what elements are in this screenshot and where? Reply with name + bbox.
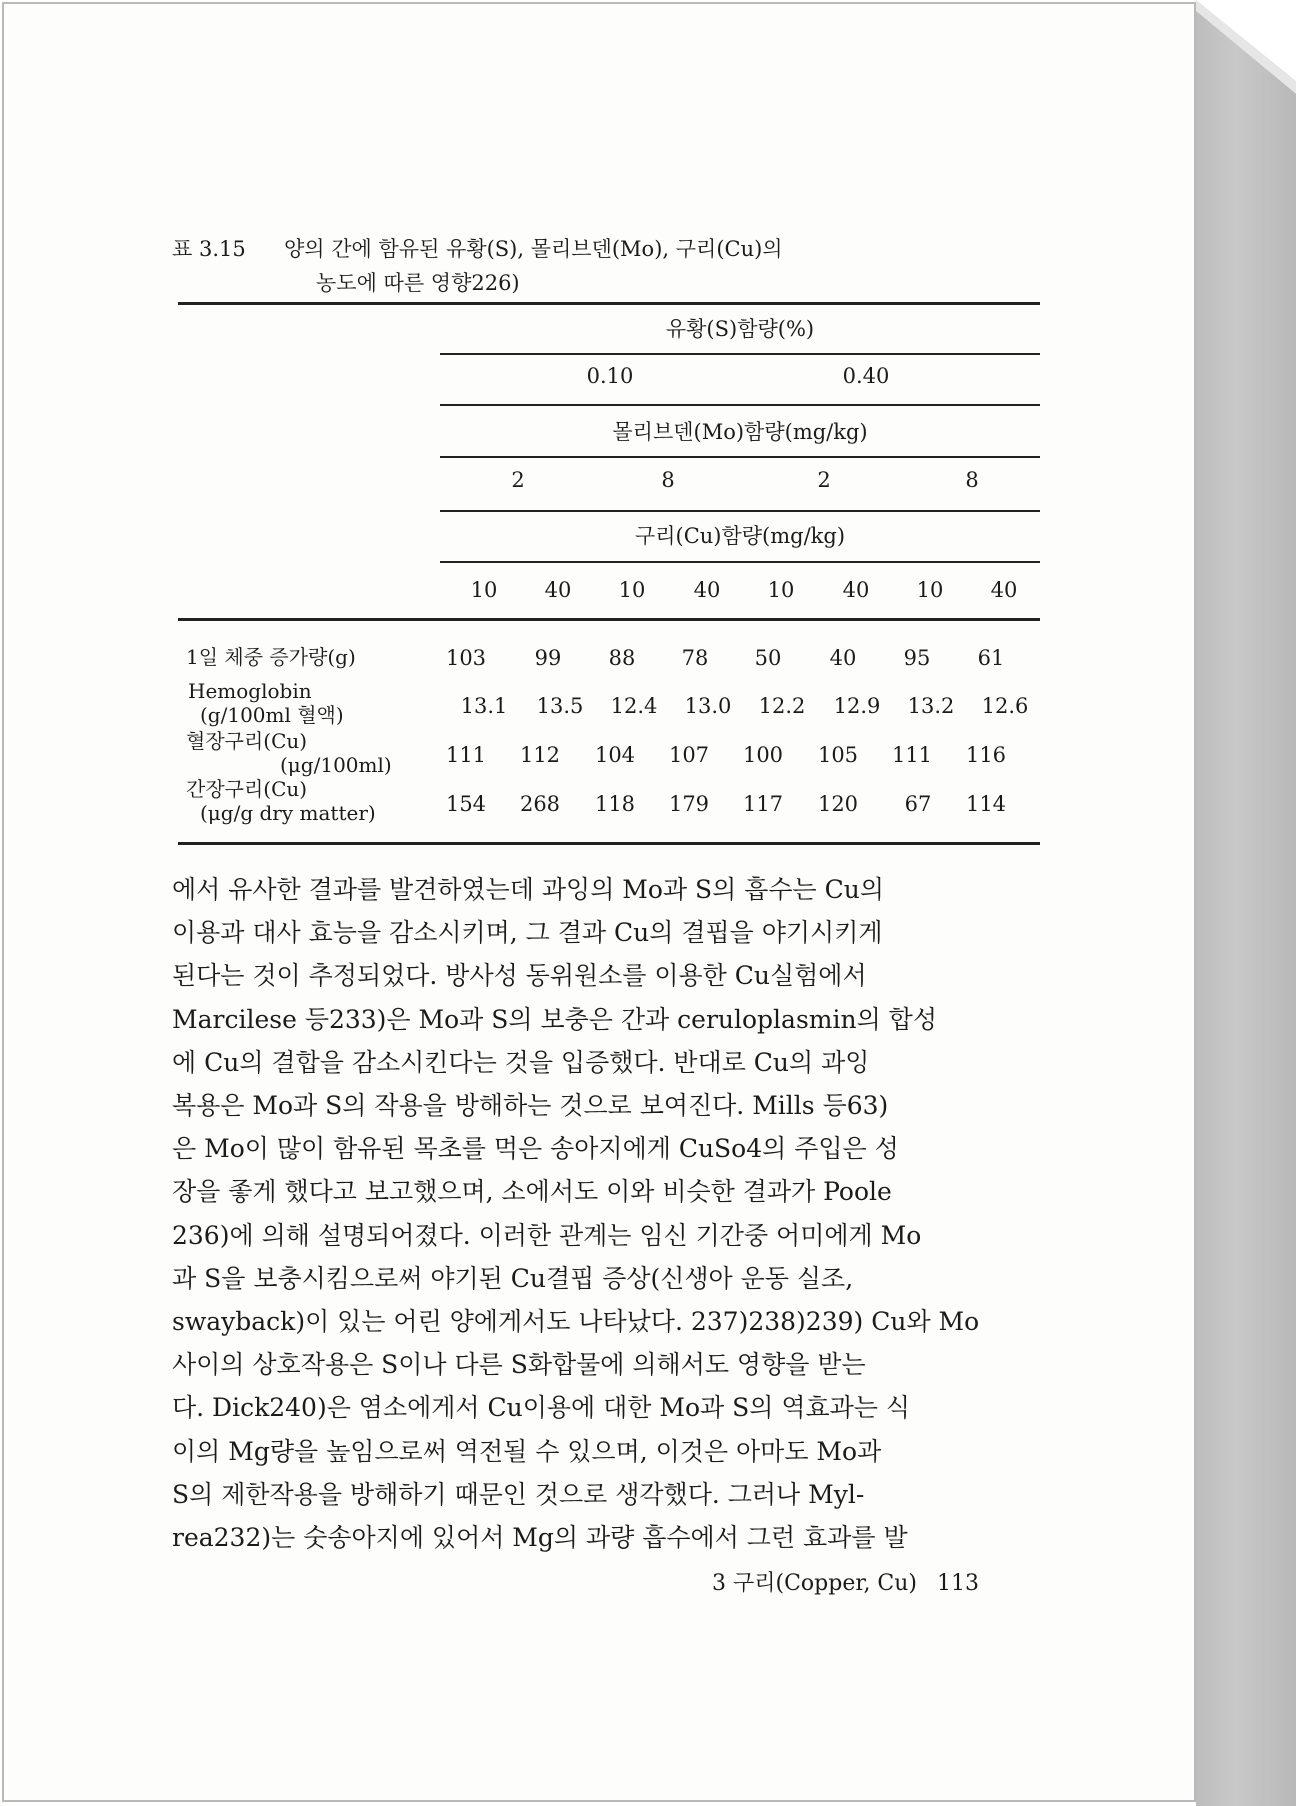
- body-line: 이의 Mg량을 높임으로써 역전될 수 있으며, 이것은 아마도 Mo과: [172, 1436, 882, 1466]
- body-line: 에 Cu의 결합을 감소시킨다는 것을 입증했다. 반대로 Cu의 과잉: [172, 1047, 870, 1077]
- table-cell: 67: [904, 792, 932, 816]
- cu-level: 10: [470, 578, 498, 602]
- table-bottom-rule: [178, 842, 1040, 845]
- table-cell: 12.6: [981, 694, 1029, 718]
- row-label: 혈장구리(Cu): [186, 729, 308, 753]
- table-cell: 116: [965, 743, 1007, 767]
- running-footer-chapter: 3 구리(Copper, Cu): [712, 1571, 918, 1596]
- table-cell: 105: [817, 743, 859, 767]
- table-cell: 61: [977, 646, 1005, 670]
- cu-level: 40: [693, 578, 721, 602]
- cu-level: 40: [544, 578, 572, 602]
- table-cell: 118: [594, 792, 636, 816]
- table-top-rule: [178, 302, 1040, 305]
- body-line: swayback)이 있는 어린 양에게서도 나타났다. 237)238)239) Cu와 Mo: [172, 1307, 980, 1337]
- mo-level-3: 2: [817, 468, 831, 492]
- row-label-unit: (μg/100ml): [280, 753, 392, 777]
- header-mo: 몰리브덴(Mo)함량(mg/kg): [612, 420, 868, 444]
- mo-level-1: 2: [511, 468, 525, 492]
- body-line: 복용은 Mo과 S의 작용을 방해하는 것으로 보여진다. Mills 등63): [172, 1091, 889, 1121]
- cu-level: 10: [767, 578, 795, 602]
- table-cell: 111: [891, 743, 933, 767]
- table-cell: 117: [742, 792, 784, 816]
- body-line: 과 S을 보충시킴으로써 야기된 Cu결핍 증상(신생아 운동 실조,: [172, 1263, 854, 1293]
- table-cell: 95: [903, 646, 931, 670]
- sulfur-level-2: 0.40: [842, 364, 890, 388]
- body-line: rea232)는 숫송아지에 있어서 Mg의 과량 흡수에서 그런 효과를 발: [172, 1523, 908, 1553]
- table-cell: 99: [534, 646, 562, 670]
- table-cell: 88: [608, 646, 636, 670]
- rule-cu: [440, 561, 1040, 563]
- body-paragraph: [172, 868, 1046, 1559]
- body-line: 다. Dick240)은 염소에게서 Cu이용에 대한 Mo과 S의 역효과는 식: [172, 1393, 911, 1423]
- page-footer: [712, 1566, 979, 1597]
- table-cell: 107: [668, 743, 710, 767]
- sulfur-level-1: 0.10: [586, 364, 634, 388]
- header-cu: 구리(Cu)함량(mg/kg): [634, 524, 846, 548]
- table-cell: 111: [445, 743, 487, 767]
- rule-mo-levels: [440, 510, 1040, 512]
- rule-sulfur-levels: [440, 404, 1040, 406]
- table-cell: 13.1: [460, 694, 508, 718]
- book-page-edges: [1196, 0, 1296, 1806]
- table-cell: 12.2: [758, 694, 806, 718]
- body-line: 사이의 상호작용은 S이나 다른 S화합물에 의해서도 영향을 받는: [172, 1350, 866, 1380]
- page-number: 113: [937, 1571, 980, 1596]
- cu-level: 40: [990, 578, 1018, 602]
- table-cell: 154: [445, 792, 487, 816]
- table-cell: 12.9: [833, 694, 881, 718]
- body-line: Marcilese 등233)은 Mo과 S의 보충은 간과 ceruloplasmin의 합성: [172, 1004, 937, 1034]
- table-cell: 50: [754, 646, 782, 670]
- header-sulfur: 유황(S)함량(%): [665, 317, 815, 341]
- table-title-line1: 양의 간에 함유된 유황(S), 몰리브덴(Mo), 구리(Cu)의: [284, 237, 783, 261]
- table-cell: 13.5: [536, 694, 584, 718]
- table-cell: 120: [817, 792, 859, 816]
- body-line: 에서 유사한 결과를 발견하였는데 과잉의 Mo과 S의 흡수는 Cu의: [172, 875, 885, 904]
- table-caption: [172, 232, 783, 300]
- mo-level-2: 8: [661, 468, 675, 492]
- table-cell: 268: [519, 792, 561, 816]
- table-cell: 179: [668, 792, 710, 816]
- rule-sulfur: [440, 353, 1040, 355]
- table-cell: 40: [829, 646, 857, 670]
- body-line: 된다는 것이 추정되었다. 방사성 동위원소를 이용한 Cu실험에서: [172, 961, 867, 991]
- table-cell: 104: [594, 743, 636, 767]
- table-cell: 112: [519, 743, 561, 767]
- table-cell: 12.4: [610, 694, 658, 718]
- rule-mo: [440, 456, 1040, 458]
- table-cell: 13.2: [907, 694, 955, 718]
- cu-level: 40: [842, 578, 870, 602]
- body-line: 장을 좋게 했다고 보고했으며, 소에서도 이와 비슷한 결과가 Poole: [172, 1177, 892, 1207]
- mo-level-4: 8: [965, 468, 979, 492]
- row-label: 1일 체중 증가량(g): [186, 645, 356, 669]
- cu-level: 10: [618, 578, 646, 602]
- row-label: 간장구리(Cu): [186, 777, 308, 801]
- body-line: 이용과 대사 효능을 감소시키며, 그 결과 Cu의 결핍을 야기시키게: [172, 918, 883, 948]
- table-cell: 13.0: [684, 694, 732, 718]
- table-number: 표 3.15: [172, 237, 246, 261]
- body-line: 은 Mo이 많이 함유된 목초를 먹은 송아지에게 CuSo4의 주입은 성: [172, 1134, 899, 1164]
- table-cell: 78: [681, 646, 709, 670]
- table-cell: 103: [445, 646, 487, 670]
- row-label-unit: (g/100ml 혈액): [200, 703, 344, 727]
- table-header-bottom-rule: [178, 618, 1040, 621]
- table-title-line2: 농도에 따른 영향226): [316, 271, 520, 295]
- row-label-unit: (μg/g dry matter): [200, 801, 376, 825]
- cu-level: 10: [916, 578, 944, 602]
- table-cell: 100: [742, 743, 784, 767]
- table-cell: 114: [965, 792, 1007, 816]
- body-line: 236)에 의해 설명되어졌다. 이러한 관계는 임신 기간중 어미에게 Mo: [172, 1220, 922, 1250]
- row-label: Hemoglobin: [188, 679, 312, 703]
- body-line: S의 제한작용을 방해하기 때문인 것으로 생각했다. 그러나 Myl-: [172, 1479, 865, 1509]
